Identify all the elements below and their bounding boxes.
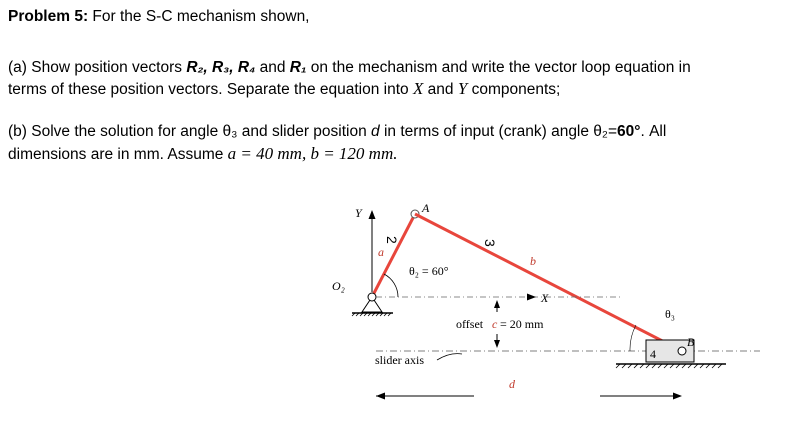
label-slider-axis: slider axis bbox=[375, 353, 424, 367]
x-axis-arrow-icon bbox=[527, 294, 536, 301]
joint-b-icon bbox=[678, 347, 686, 355]
offset-arrow-up-icon bbox=[494, 300, 500, 308]
part-a-text: (a) Show position vectors bbox=[8, 59, 187, 76]
label-x: X bbox=[541, 291, 549, 305]
label-theta3: θ₃ bbox=[665, 307, 675, 321]
vector-r2-r3-r4: R₂, R₃, R₄ bbox=[186, 59, 256, 76]
label-link-4: 4 bbox=[650, 347, 656, 361]
label-a-length: a bbox=[378, 245, 384, 259]
label-y: Y bbox=[355, 206, 362, 220]
part-b-text-mid: in terms of input (crank) angle θ₂= bbox=[379, 123, 617, 140]
problem-intro: For the S-C mechanism shown, bbox=[88, 8, 310, 25]
part-b-text: (b) Solve the solution for angle θ₃ and slider position bbox=[8, 123, 372, 140]
d-variable: d bbox=[371, 123, 380, 140]
d-arrow-right-icon bbox=[673, 393, 682, 400]
y-axis-arrow-icon bbox=[369, 210, 376, 219]
label-link-3: 3 bbox=[482, 239, 498, 247]
and-word: and bbox=[423, 81, 458, 98]
part-a-text-2-end: components; bbox=[467, 81, 561, 98]
label-theta2: θ₂ = 60° bbox=[409, 264, 449, 278]
label-link-2: 2 bbox=[384, 236, 400, 244]
x-variable: X bbox=[412, 79, 424, 98]
pivot-o2-icon bbox=[368, 293, 376, 301]
label-b-length: b bbox=[530, 254, 536, 268]
label-b-point: B bbox=[687, 335, 695, 349]
label-a-point: A bbox=[422, 201, 430, 215]
offset-arrow-down-icon bbox=[494, 340, 500, 348]
assume-equation: a = 40 mm, b = 120 mm. bbox=[227, 144, 398, 163]
part-a-text-end: on the mechanism and write the vector loop equation in bbox=[306, 59, 691, 76]
part-a-text-2: terms of these position vectors. Separate the equation into bbox=[8, 81, 413, 98]
label-c: c bbox=[492, 317, 498, 331]
slider-axis-leader bbox=[437, 354, 462, 360]
label-offset: offset bbox=[456, 317, 484, 331]
y-variable: Y bbox=[457, 79, 468, 98]
part-a-and: and bbox=[255, 59, 290, 76]
d-arrow-left-icon bbox=[376, 393, 385, 400]
label-d: d bbox=[509, 377, 515, 391]
theta3-arc bbox=[630, 325, 636, 351]
theta2-arc bbox=[384, 274, 398, 297]
part-b-text-2: dimensions are in mm. Assume bbox=[8, 146, 228, 163]
vector-r1: R₁ bbox=[289, 59, 307, 76]
part-b-text-end: . All bbox=[640, 123, 667, 140]
angle-value: 60° bbox=[617, 123, 641, 140]
label-offset-value: = 20 mm bbox=[500, 317, 544, 331]
problem-heading: Problem 5: bbox=[8, 8, 89, 25]
label-o2: O₂ bbox=[332, 279, 345, 293]
